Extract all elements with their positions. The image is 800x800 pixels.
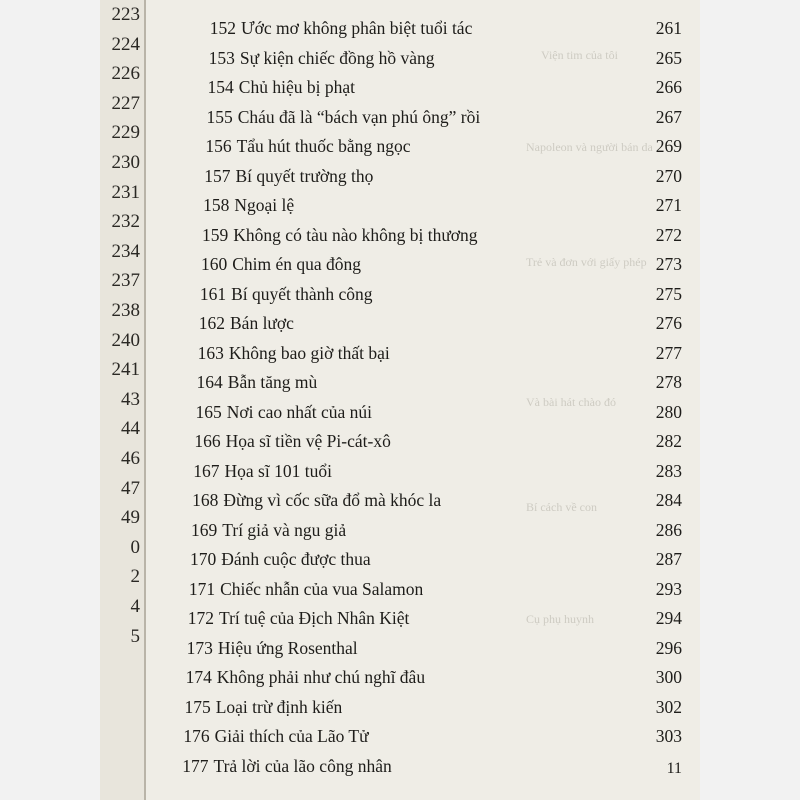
entry-title: Tẩu hút thuốc bằng ngọc (236, 136, 411, 156)
toc-entry (146, 195, 700, 223)
entry-page: 271 (655, 195, 682, 215)
previous-page-number: 232 (111, 211, 140, 233)
toc-entry (146, 343, 700, 371)
previous-page-number: 229 (111, 122, 140, 144)
entry-title: Bí quyết trường thọ (235, 165, 374, 186)
toc-entry (146, 549, 700, 577)
entry-number: 175 (184, 696, 211, 717)
toc-entry (146, 107, 700, 135)
previous-page-number: 237 (111, 270, 140, 292)
entry-title: Họa sĩ tiền vệ Pi-cát-xô (225, 431, 391, 451)
previous-page-number: 230 (111, 152, 140, 173)
entry-title: Chủ hiệu bị phạt (238, 77, 355, 97)
toc-entry (146, 490, 700, 518)
toc-entry (146, 313, 700, 341)
previous-page-number: 238 (111, 300, 140, 321)
entry-number: 164 (196, 372, 223, 392)
entry-title: Giải thích của Lão Tử (214, 726, 369, 746)
background-right (700, 0, 800, 800)
entry-page: 280 (655, 401, 682, 422)
toc-entry (146, 225, 700, 253)
entry-page: 302 (655, 696, 682, 717)
previous-page-number: 47 (121, 477, 140, 499)
previous-page-number: 231 (111, 181, 140, 203)
entry-title: Loại trừ định kiến (215, 696, 343, 717)
entry-number: 157 (204, 165, 231, 186)
previous-page-number: 224 (111, 33, 140, 55)
entry-page: 273 (655, 254, 682, 274)
entry-page: 278 (655, 372, 682, 392)
entry-title: Trả lời của lão công nhân (213, 755, 392, 776)
toc-entry (146, 77, 700, 105)
toc-entry (146, 18, 700, 46)
entry-page: 296 (655, 637, 682, 658)
entry-title: Không có tàu nào không bị thương (233, 224, 478, 245)
entry-page: 270 (655, 165, 682, 186)
show-through-text: Trẻ và đơn với giấy phép (526, 255, 647, 269)
show-through-text: Và bài hát chào đó (526, 395, 616, 409)
toc-entry (146, 254, 700, 282)
show-through-text: Viện tim của tôi (541, 48, 618, 62)
previous-page-number: 46 (121, 448, 140, 469)
previous-page-number: 240 (111, 329, 140, 351)
entry-number: 160 (200, 254, 228, 274)
toc-entry (146, 166, 700, 194)
entry-number: 166 (194, 431, 221, 451)
entry-page: 294 (655, 608, 682, 628)
entry-number: 152 (209, 18, 236, 38)
entry-page: 303 (655, 726, 682, 746)
entry-title: Chiếc nhẫn của vua Salamon (220, 578, 424, 599)
toc-entry (146, 756, 700, 784)
entry-page: 300 (655, 667, 682, 687)
previous-page-number: 227 (111, 92, 140, 114)
entry-number: 154 (207, 77, 234, 97)
entry-page: 266 (655, 77, 682, 97)
entry-title: Ngoại lệ (234, 195, 295, 215)
page-number: 11 (666, 760, 682, 777)
entry-page: 272 (655, 224, 682, 245)
entry-number: 169 (191, 519, 218, 540)
entry-title: Đánh cuộc được thua (221, 549, 371, 569)
show-through-text: Cụ phụ huynh (526, 612, 595, 626)
toc-entry (146, 667, 700, 695)
previous-page-number: 49 (121, 507, 140, 529)
entry-page: 269 (655, 136, 682, 156)
entry-number: 163 (197, 342, 224, 363)
table-of-contents-page (146, 0, 700, 800)
previous-page-number: 2 (130, 566, 140, 588)
entry-page: 282 (655, 431, 682, 451)
previous-page-number: 234 (111, 240, 140, 262)
previous-page-number: 5 (130, 625, 140, 647)
entry-title: Họa sĩ 101 tuổi (224, 460, 332, 481)
entry-title: Hiệu ứng Rosenthal (217, 637, 358, 658)
entry-page: 267 (655, 106, 682, 127)
entry-number: 161 (199, 283, 227, 304)
toc-entry (146, 638, 700, 666)
entry-page: 265 (655, 47, 682, 68)
toc-entry (146, 579, 700, 607)
entry-number: 176 (183, 726, 210, 746)
toc-entry (146, 136, 700, 164)
entry-page: 277 (655, 342, 682, 363)
entry-title: Đừng vì cốc sữa đổ mà khóc la (223, 490, 442, 510)
entry-number: 162 (198, 313, 225, 333)
entry-page: 293 (655, 578, 682, 599)
entry-number: 173 (186, 637, 213, 658)
previous-page-number: 43 (121, 388, 140, 410)
previous-page-edge (100, 0, 146, 800)
entry-title: Nơi cao nhất của núi (226, 401, 373, 422)
entry-page: 284 (655, 490, 682, 510)
entry-number: 171 (188, 578, 216, 599)
entry-title: Không phải như chú nghĩ đâu (216, 667, 426, 687)
previous-page-number: 44 (121, 418, 140, 440)
entry-title: Cháu đã là “bách vạn phú ông” rồi (237, 106, 481, 127)
entry-number: 167 (193, 460, 220, 481)
entry-number: 159 (202, 224, 229, 245)
toc-entry (146, 520, 700, 548)
entry-number: 156 (205, 136, 232, 156)
entry-number: 165 (195, 401, 222, 422)
entry-title: Không bao giờ thất bại (228, 342, 390, 363)
entry-number: 172 (187, 608, 214, 628)
toc-entry (146, 284, 700, 312)
entry-page: 287 (655, 549, 682, 569)
entry-page: 275 (655, 283, 682, 304)
entry-number: 174 (185, 667, 212, 687)
toc-entry (146, 726, 700, 754)
previous-page-number: 4 (130, 596, 140, 617)
previous-page-number: 226 (111, 63, 140, 85)
show-through-text: Napoleon và người bán da (526, 140, 653, 154)
entry-number: 177 (182, 755, 209, 776)
background-left (0, 0, 100, 800)
toc-entry (146, 372, 700, 400)
entry-title: Bán lược (230, 313, 294, 333)
entry-title: Bẫn tăng mù (227, 372, 318, 392)
toc-entry (146, 48, 700, 76)
previous-page-number: 0 (130, 536, 140, 558)
entry-page: 276 (655, 313, 682, 333)
entry-title: Sự kiện chiếc đồng hồ vàng (239, 47, 435, 68)
entry-number: 158 (203, 195, 230, 215)
show-through-text: Bí cách về con (526, 500, 597, 514)
toc-entry (146, 402, 700, 430)
entry-number: 168 (192, 490, 219, 510)
entry-page: 286 (655, 519, 682, 540)
entry-page: 283 (655, 460, 682, 481)
toc-entry (146, 697, 700, 725)
toc-entry (146, 608, 700, 636)
toc-entry (146, 461, 700, 489)
entry-title: Ước mơ không phân biệt tuổi tác (241, 18, 473, 38)
entry-title: Trí tuệ của Địch Nhân Kiệt (219, 608, 410, 628)
entry-number: 170 (189, 549, 217, 569)
previous-page-number: 223 (111, 4, 140, 25)
toc-entry (146, 431, 700, 459)
entry-number: 155 (206, 106, 233, 127)
entry-title: Trí giả và ngu giả (222, 519, 347, 540)
entry-number: 153 (208, 47, 235, 68)
previous-page-number: 241 (111, 359, 140, 381)
entry-title: Chim én qua đông (232, 254, 361, 274)
entry-page: 261 (655, 18, 682, 38)
entry-title: Bí quyết thành công (231, 283, 373, 304)
